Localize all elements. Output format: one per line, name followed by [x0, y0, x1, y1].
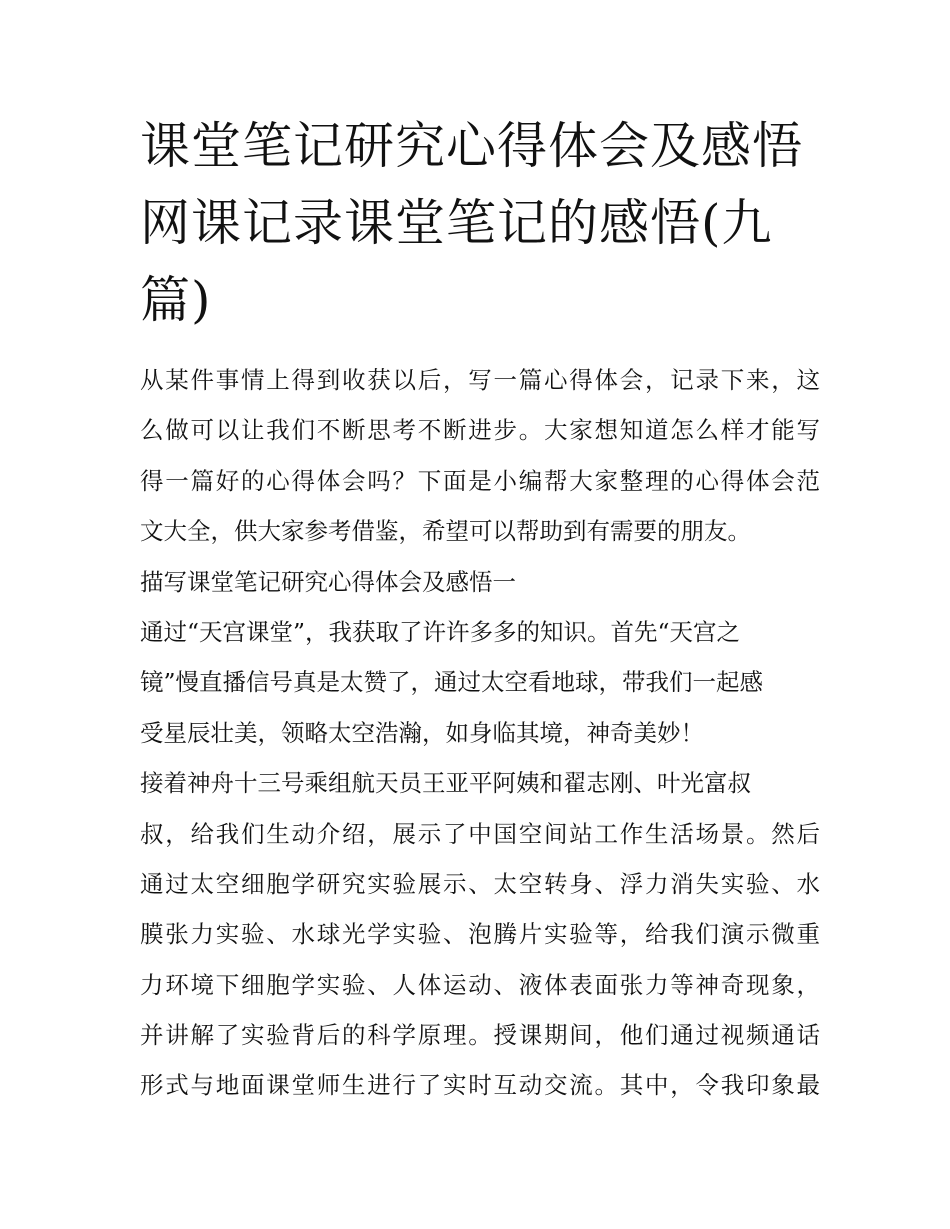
document-body [140, 355, 820, 1111]
intro-line-1: 从某件事情上得到收获以后，写一篇心得体会，记录下来，这 [140, 366, 820, 394]
paragraph-line-5: 叔，给我们生动介绍，展示了中国空间站工作生活场景。然后 [140, 819, 820, 848]
paragraph-line-10: 形式与地面课堂师生进行了实时互动交流。其中，令我印象最 [140, 1071, 820, 1100]
title-line-3: 篇) [140, 271, 212, 329]
intro-line-2: 么做可以让我们不断思考不断进步。大家想知道怎么样才能写 [140, 416, 820, 445]
paragraph-line-3: 受星辰壮美，领略太空浩瀚，如身临其境，神奇美妙！ [140, 718, 704, 747]
paragraph-line-9: 并讲解了实验背后的科学原理。授课期间，他们通过视频通话 [140, 1021, 820, 1050]
document-title [140, 108, 820, 339]
intro-line-3: 得一篇好的心得体会吗？下面是小编帮大家整理的心得体会范 [140, 466, 820, 495]
title-line-1: 课堂笔记研究心得体会及感悟 [140, 117, 803, 175]
intro-line-4: 文大全，供大家参考借鉴，希望可以帮助到有需要的朋友。 [140, 517, 751, 546]
paragraph-line-1: 通过“天宫课堂”，我获取了许许多多的知识。首先“天宫之 [140, 617, 741, 646]
title-line-2: 网课记录课堂笔记的感悟(九 [140, 194, 773, 252]
paragraph-line-4: 接着神舟十三号乘组航天员王亚平阿姨和翟志刚、叶光富叔 [140, 769, 751, 798]
paragraph-line-2: 镜”慢直播信号真是太赞了，通过太空看地球，带我们一起感 [140, 668, 764, 697]
paragraph-line-8: 力环境下细胞学实验、人体运动、液体表面张力等神奇现象， [140, 970, 820, 999]
paragraph-line-7: 膜张力实验、水球光学实验、泡腾片实验等，给我们演示微重 [140, 920, 820, 949]
section-heading: 描写课堂笔记研究心得体会及感悟一 [140, 567, 516, 596]
paragraph-line-6: 通过太空细胞学研究实验展示、太空转身、浮力消失实验、水 [140, 869, 820, 898]
